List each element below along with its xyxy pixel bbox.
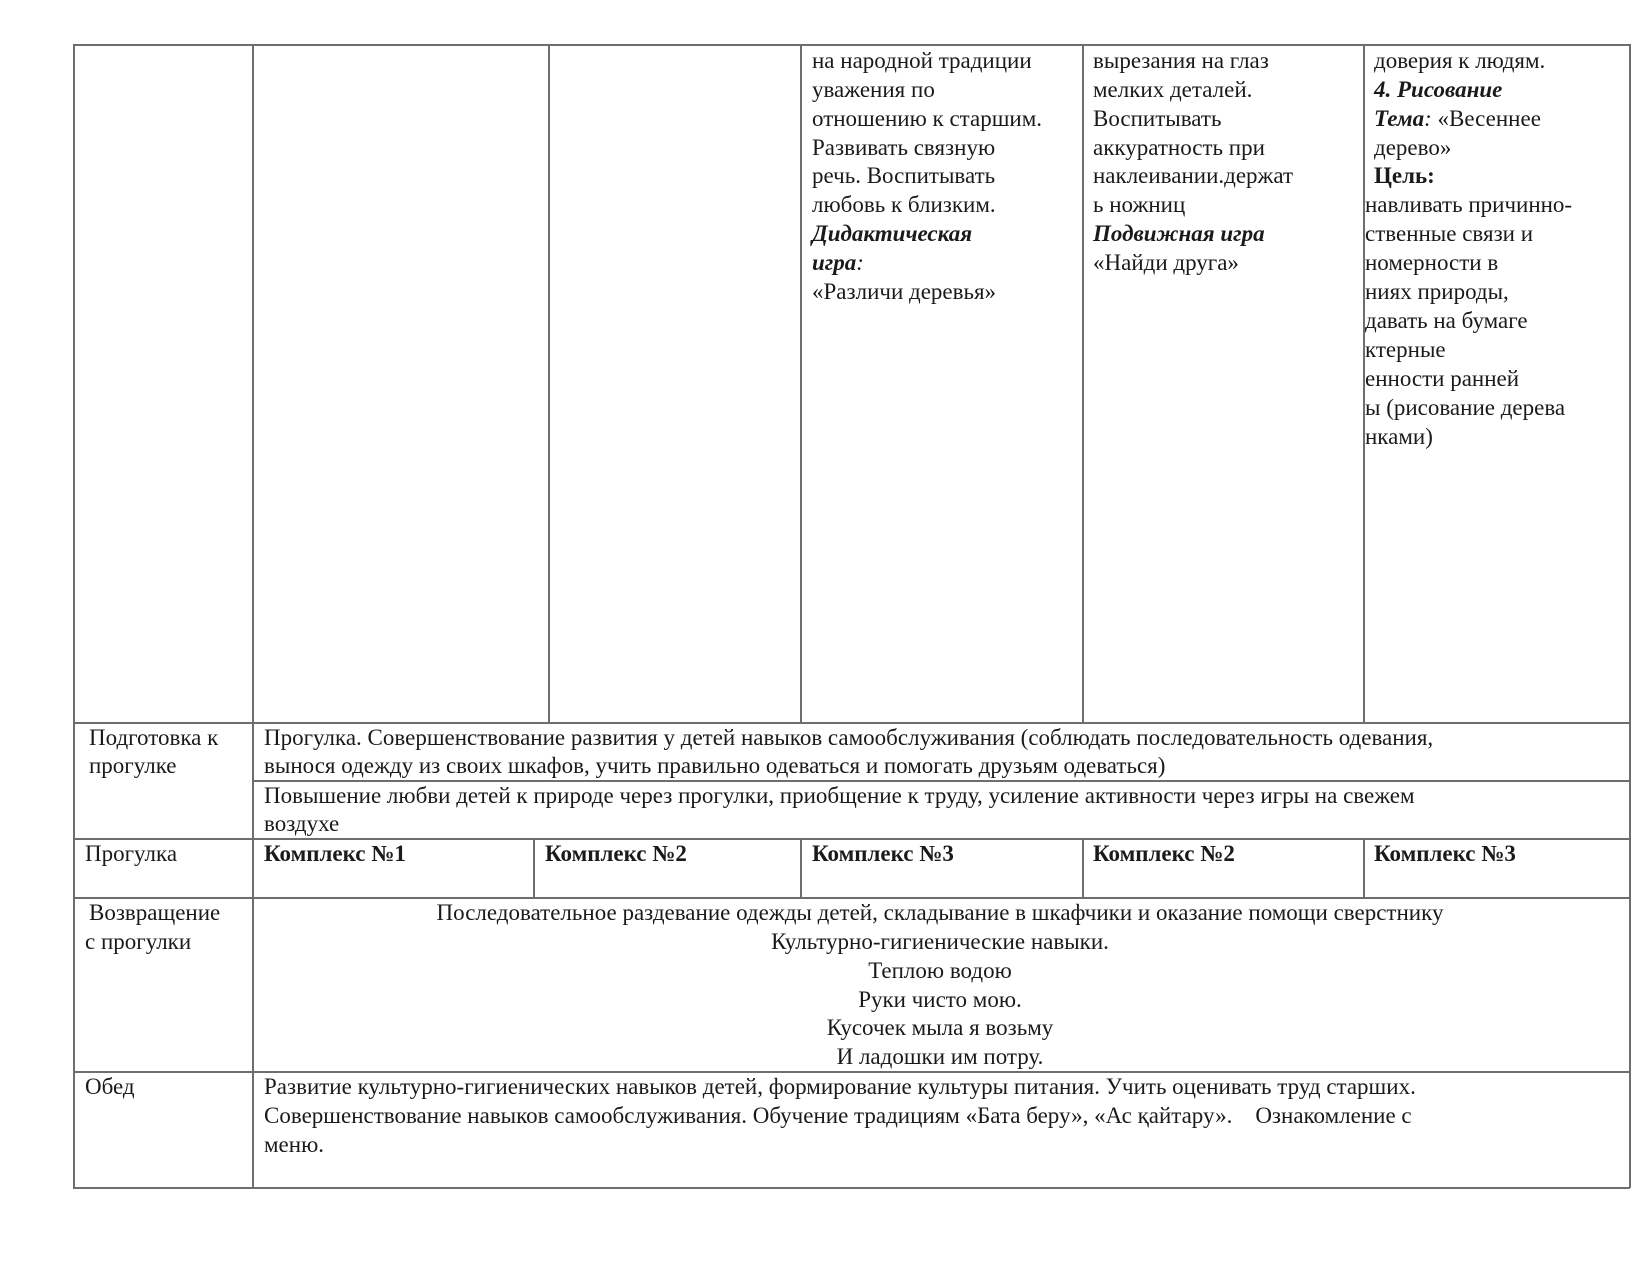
col6-line-1: доверия к людям.: [1374, 48, 1546, 73]
prep-text-2b: воздухе: [264, 811, 340, 836]
outdoor-game-label: Подвижная игра: [1093, 221, 1265, 246]
column-divider-3-walk: [800, 838, 802, 897]
walk-complex-2: Комплекс №2: [545, 841, 687, 866]
drawing-activity-label: 4. Рисование: [1374, 77, 1503, 102]
walk-row-label: Прогулка: [85, 841, 178, 866]
walk-complex-5: Комплекс №3: [1374, 841, 1516, 866]
goal-line-7: енности ранней: [1365, 366, 1520, 391]
goal-label: Цель:: [1374, 163, 1435, 188]
return-poem-line-2: Руки чисто мою.: [858, 987, 1022, 1012]
column-divider-4-walk: [1082, 838, 1084, 897]
didactic-game-label: Дидактическая: [812, 221, 973, 246]
theme-value: «Весеннее: [1431, 106, 1541, 131]
theme-value-line-2: дерево»: [1374, 135, 1452, 160]
lunch-line-1: Развитие культурно-гигиенических навыков детей, формирование культуры питания. Учить оценивать труд старших.: [264, 1074, 1416, 1099]
col5-line-3: Воспитывать: [1093, 106, 1222, 131]
col4-line-5: речь. Воспитывать: [812, 163, 996, 188]
lunch-line-3: меню.: [264, 1132, 325, 1157]
col5-line-6: ь ножниц: [1093, 192, 1186, 217]
didactic-game-name: «Различи деревья»: [812, 279, 997, 304]
return-poem-line-3: Кусочек мыла я возьму: [826, 1015, 1054, 1040]
col5-line-2: мелких деталей.: [1093, 77, 1253, 102]
goal-line-5: давать на бумаге: [1365, 308, 1528, 333]
walk-complex-3: Комплекс №3: [812, 841, 954, 866]
prep-text-1a: Прогулка. Совершенствование развития у детей навыков самообслуживания (соблюдать последовательность одевания,: [264, 725, 1434, 750]
theme-line: [1374, 104, 1541, 133]
outdoor-game-name: «Найди друга»: [1093, 250, 1239, 275]
col4-line-2: уважения по: [812, 77, 935, 102]
column-divider-2-top: [548, 44, 550, 722]
goal-text-clipped: [1365, 190, 1627, 460]
goal-line-2: ственные связи и: [1365, 221, 1534, 246]
goal-line-4: ниях природы,: [1365, 279, 1509, 304]
col5-line-4: аккуратность при: [1093, 135, 1265, 160]
col4-line-3: отношению к старшим.: [812, 106, 1043, 131]
didactic-game-word: игра: [812, 250, 857, 275]
column-divider-4-top: [1082, 44, 1084, 722]
didactic-game-label-line-2: [812, 248, 864, 277]
col4-line-4: Развивать связную: [812, 135, 996, 160]
table-border-left: [73, 44, 75, 1188]
col5-line-5: наклеивании.держат: [1093, 163, 1294, 188]
column-divider-2-walk: [533, 838, 535, 897]
return-row-label-1: Возвращение: [89, 900, 221, 925]
walk-complex-4: Комплекс №2: [1093, 841, 1235, 866]
goal-line-6: ктерные: [1365, 337, 1446, 362]
col4-line-6: любовь к близким.: [812, 192, 996, 217]
col5-line-1: вырезания на глаз: [1093, 48, 1269, 73]
prep-text-1b: вынося одежду из своих шкафов, учить правильно одеваться и помогать друзьям одеваться): [264, 753, 1166, 778]
goal-line-1: навливать причинно-: [1365, 192, 1573, 217]
didactic-game-colon: :: [856, 250, 864, 275]
goal-line-9: нками): [1365, 424, 1433, 449]
prep-text-2a: Повышение любви детей к природе через прогулки, приобщение к труду, усиление активности через игры на свежем: [264, 783, 1415, 808]
goal-line-3: номерности в: [1365, 250, 1499, 275]
prep-row-label-2: прогулке: [89, 753, 177, 778]
table-border-bottom: [73, 1187, 1630, 1189]
prep-row-label-1: Подготовка к: [89, 725, 219, 750]
table-border-right: [1629, 44, 1631, 1188]
col4-line-1: на народной традиции: [812, 48, 1032, 73]
theme-label: Тема: [1374, 106, 1425, 131]
return-line-1: Последовательное раздевание одежды детей, складывание в шкафчики и оказание помощи сверстнику: [436, 900, 1444, 925]
column-divider-3-top: [800, 44, 802, 722]
return-row-label-2: с прогулки: [85, 929, 192, 954]
return-poem-line-1: Теплою водою: [868, 958, 1012, 983]
goal-line-8: ы (рисование дерева: [1365, 395, 1566, 420]
return-line-2: Культурно-гигиенические навыки.: [771, 929, 1109, 954]
column-divider-5-walk: [1363, 838, 1365, 897]
theme-colon: :: [1424, 106, 1432, 131]
walk-complex-1: Комплекс №1: [264, 841, 406, 866]
return-poem-line-4: И ладошки им потру.: [836, 1044, 1044, 1069]
lunch-line-2: Совершенствование навыков самообслуживания. Обучение традициям «Бата беру», «Ас қайтару». Ознакомление с: [264, 1103, 1412, 1128]
lunch-row-label: Обед: [85, 1074, 135, 1099]
